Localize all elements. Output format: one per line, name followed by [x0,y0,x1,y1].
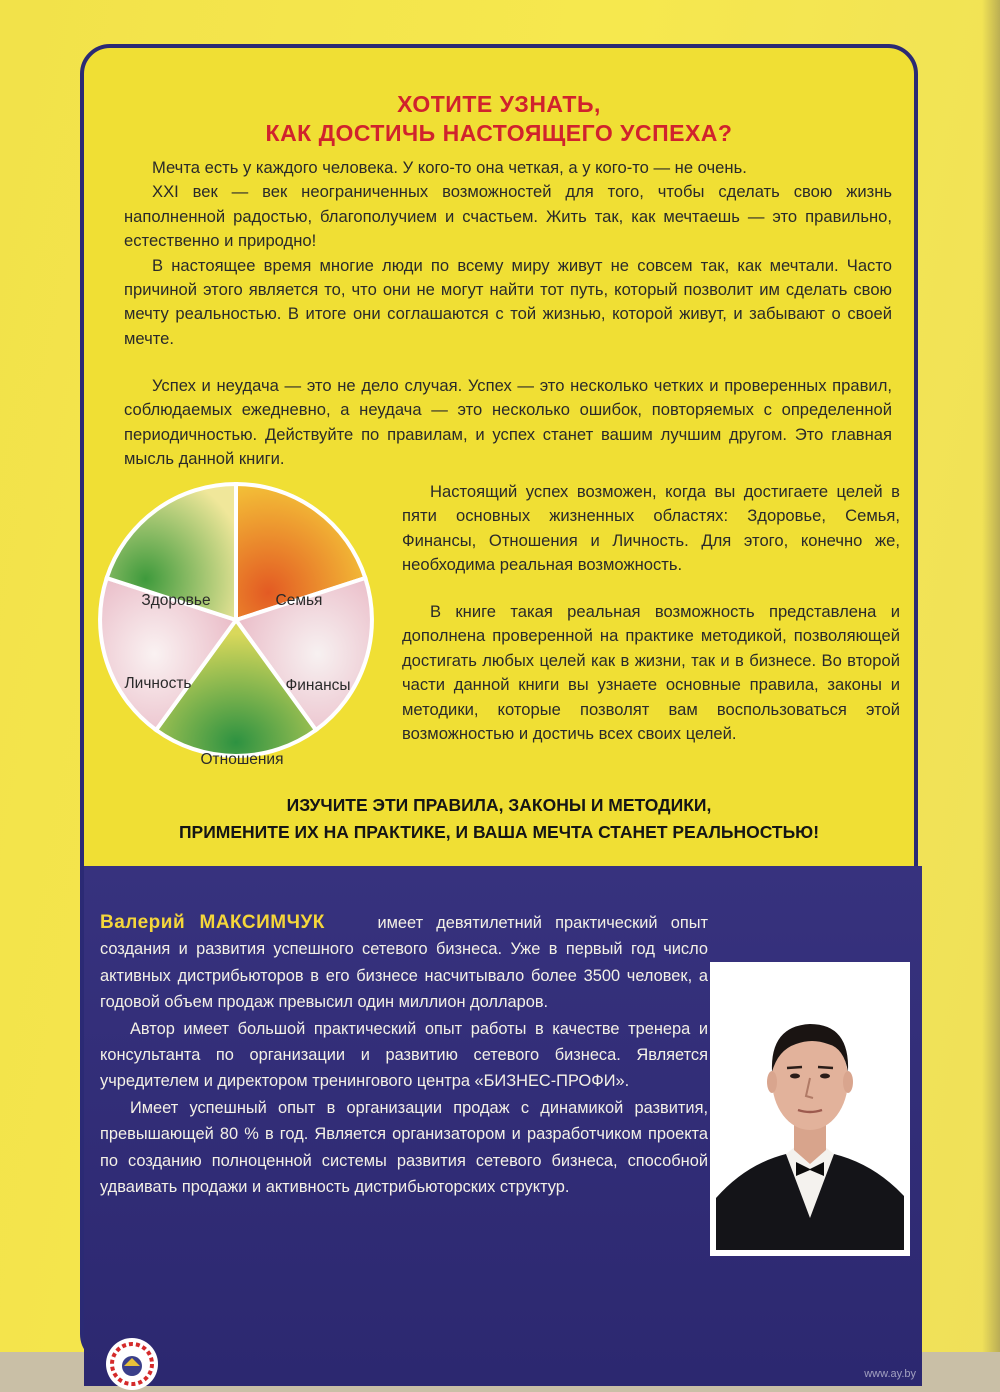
five-areas-paragraph: Настоящий успех возможен, когда вы достигаете целей в пяти основных жизненных областях: Здоровье, Семья, Финансы, Отношения и Личность. Для этого, конечно же, необходима реальная возможность. [402,482,900,575]
author-bio-text-1: имеет девятилетний практический опыт создания и развития успешного сетевого бизнеса. Уже в первый год число активных дистрибьюторов в его бизнесе насчитывало более 3500 человек, а годовой объем продаж превысил один миллион долларов. [100,914,708,1012]
call-to-action-line-1: ИЗУЧИТЕ ЭТИ ПРАВИЛА, ЗАКОНЫ И МЕТОДИКИ, [286,795,712,815]
watermark: www.ay.by [864,1368,916,1380]
author-section [84,866,922,1386]
intro-text [124,156,892,351]
author-portrait-image [716,968,904,1250]
author-photo [710,962,910,1256]
publisher-logo [104,1336,160,1392]
intro-paragraph-2: XXI век — век неограниченных возможностей для того, чтобы сделать свою жизнь наполненной радостью, благополучием и счастьем. Жить так, как мечтаешь — это правильно, естественно и природно! [124,182,892,251]
life-areas-diagram [96,480,376,768]
author-name: Валерий МАКСИМЧУК [100,912,325,933]
pie-label-relations: Отношения [200,751,284,768]
pie-label-family: Семья [275,592,323,609]
book-method-paragraph: В книге такая реальная возможность представлена и дополнена проверенной на практике методикой, позволяющей достигать любых целей как в жизни, так и в бизнесе. Во второй части данной книги вы узнаете основные правила, законы и методики, которые позволят вам воспользоваться этой возможностью и достичь всех своих целей. [402,602,900,744]
author-bio-paragraph-1 [100,910,708,1016]
page-edge-shadow [982,0,1000,1352]
call-to-action [84,792,914,846]
author-bio [100,910,708,1200]
call-to-action-line-2: ПРИМЕНИТЕ ИХ НА ПРАКТИКЕ, И ВАША МЕЧТА СТАНЕТ РЕАЛЬНОСТЬЮ! [178,822,820,842]
cover-frame [80,44,918,1380]
author-bio-paragraph-2: Автор имеет большой практический опыт работы в качестве тренера и консультанта по организации и развитию сетевого бизнеса. Является учредителем и директором тренингового центра «БИЗНЕС-ПРОФИ». [100,1019,708,1091]
success-paragraph: Успех и неудача — это не дело случая. Успех — это несколько четких и проверенных правил, соблюдаемых ежедневно, а неудача — это несколько ошибок, повторяемых с определенной периодичностью. Действуйте по правилам, и успех станет вашим лучшим другом. Это главная мысль данной книги. [124,376,892,469]
pie-label-health: Здоровье [141,592,211,609]
pie-label-personality: Личность [124,675,192,692]
author-bio-paragraph-3: Имеет успешный опыт в организации продаж с динамикой развития, превышающей 80 % в год. Является организатором и разработчиком проекта по созданию полноценной системы развития сетевого бизнеса, способной удваивать продажи и активность дистрибьюторских структур. [100,1098,708,1197]
headline [84,90,914,148]
intro-paragraph-3: В настоящее время многие люди по всему миру живут не совсем так, как мечтали. Часто причиной этого является то, что они не могут найти тот путь, который позволит им сделать свою мечту реальностью. В итоге они соглашаются с той жизнью, которой живут, и забывают о своей мечте. [124,255,892,348]
pie-label-finance: Финансы [285,677,351,694]
intro-paragraph-1: Мечта есть у каждого человека. У кого-то она четкая, а у кого-то — не очень. [152,158,747,177]
headline-line-2: КАК ДОСТИЧЬ НАСТОЯЩЕГО УСПЕХА? [265,120,733,146]
headline-line-1: ХОТИТЕ УЗНАТЬ, [397,91,601,117]
